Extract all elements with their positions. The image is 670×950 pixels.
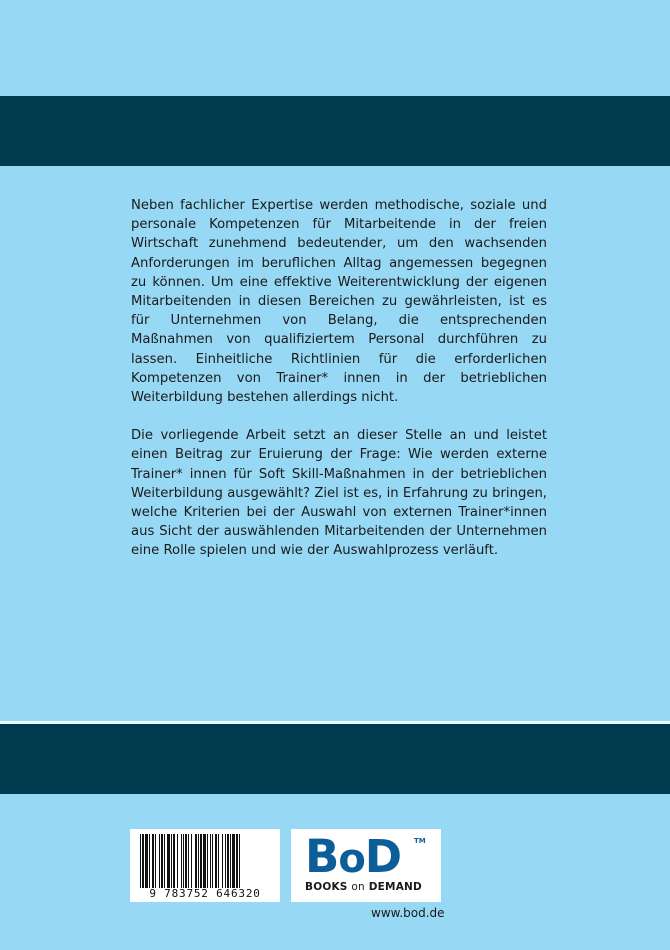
tagline-demand: DEMAND: [368, 881, 422, 893]
logo-letter-o: o: [338, 836, 365, 882]
back-cover-blurb: [131, 196, 547, 580]
logo-letter-d: D: [364, 830, 402, 883]
blurb-paragraph-2: Die vorliegende Arbeit setzt an dieser Stelle an und leistet einen Beitrag zur Eruierung der Frage: Wie werden externe Trainer* innen für Soft Skill-Maßnahmen in der betrieblichen Weiterbildung ausgewählt? Ziel ist es, in Erfahrung zu bringen, welche Kriterien bei der Auswahl von externen Trainer*innen aus Sicht der auswählenden Mitarbeitenden der Unternehmen eine Rolle spielen und wie der Auswahlprozess verläuft.: [131, 428, 547, 559]
trademark-symbol: TM: [414, 837, 426, 845]
barcode: [130, 829, 280, 902]
bottom-band: [0, 724, 670, 794]
blurb-paragraph-1: Neben fachlicher Expertise werden methodische, soziale und personale Kompetenzen für Mitarbeitende in der freien Wirtschaft zunehmend bedeutender, um den wachsenden Anforderungen im beruflichen Alltag angemessen begegnen zu können. Um eine effektive Weiterentwicklung der eigenen Mitarbeitenden in diesen Bereichen zu gewährleisten, ist es für Unternehmen von Belang, die entsprechenden Maßnahmen von qualifiziertem Personal durchführen zu lassen. Einheitliche Richtlinien für die erforderlichen Kompetenzen von Trainer* innen in der betrieblichen Weiterbildung bestehen allerdings nicht.: [131, 198, 547, 406]
logo-letter-b: B: [305, 830, 339, 883]
bod-logo-mark: [305, 830, 402, 883]
publisher-url: www.bod.de: [371, 906, 445, 920]
isbn-number: 9 783752 646320: [149, 887, 261, 900]
publisher-tagline: [305, 881, 422, 893]
publisher-logo: [291, 829, 441, 902]
tagline-books: BOOKS: [305, 881, 348, 893]
tagline-on: on: [351, 881, 365, 893]
top-band: [0, 96, 670, 166]
